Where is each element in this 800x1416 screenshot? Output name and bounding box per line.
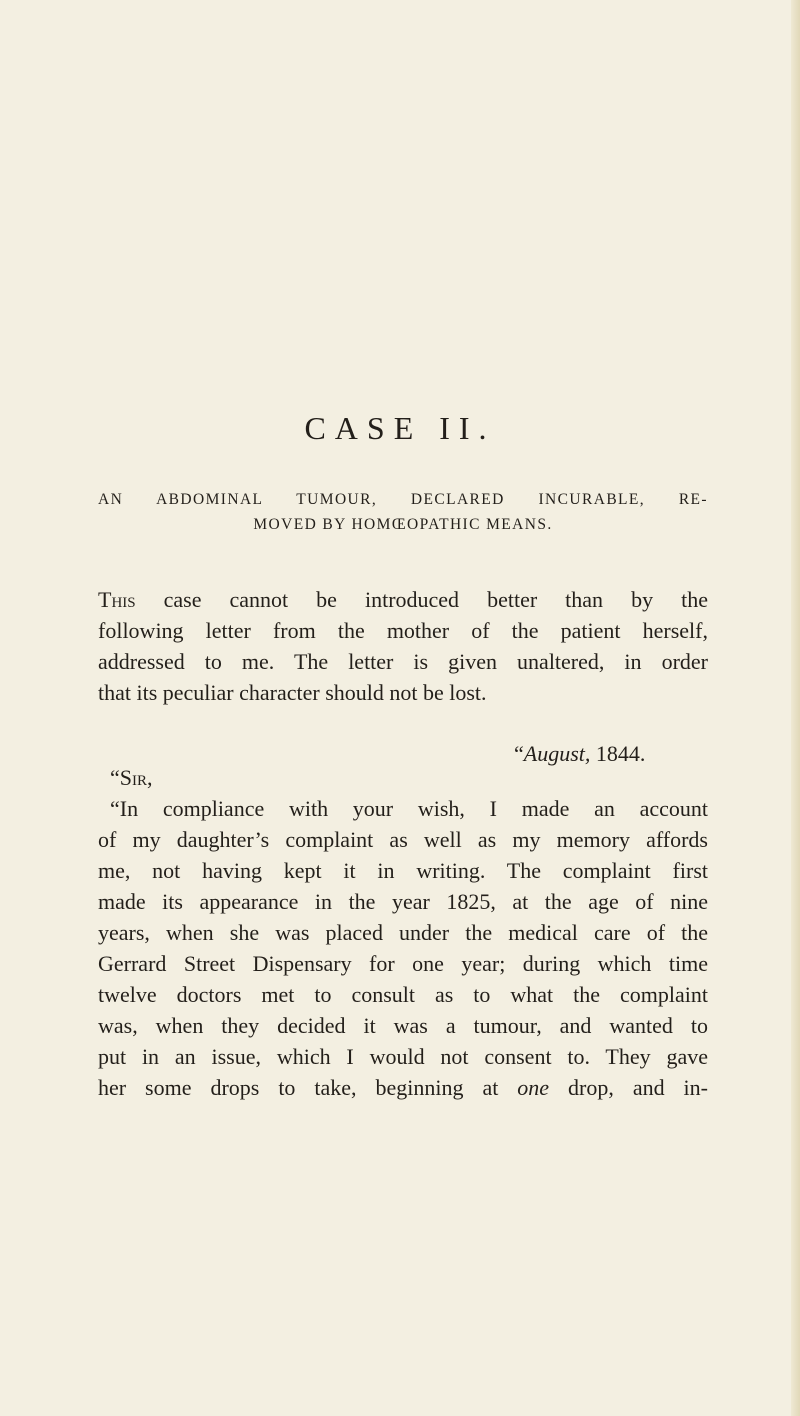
letter-line-10: her some drops to take, beginning at one drop, and in-	[98, 1075, 708, 1100]
letter-line-8: was, when they decided it was a tumour, and wanted to	[98, 1013, 708, 1038]
date-month: August,	[523, 741, 591, 766]
intro-lead-word: This	[98, 587, 136, 612]
intro-paragraph	[98, 584, 708, 708]
letter-paragraph	[98, 793, 708, 1103]
salutation-quote: “	[110, 765, 120, 790]
salutation-text	[110, 765, 153, 790]
date-quote: “	[514, 741, 524, 766]
intro-line-4: that its peculiar character should not be lost.	[98, 680, 487, 705]
case-subtitle	[98, 487, 708, 537]
letter-line-4: made its appearance in the year 1825, at the age of nine	[98, 889, 708, 914]
subtitle-line-1: AN ABDOMINAL TUMOUR, DECLARED INCURABLE, RE-	[98, 491, 708, 508]
letter-line-9: put in an issue, which I would not consent to. They gave	[98, 1044, 708, 1069]
letter-line-3: me, not having kept it in writing. The complaint first	[98, 858, 708, 883]
italic-emphasis: one	[517, 1075, 550, 1100]
letter-dateline	[514, 738, 645, 769]
letter-line-2: of my daughter’s complaint as well as my memory affords	[98, 827, 708, 852]
intro-line-1	[98, 584, 708, 615]
page-edge	[791, 0, 800, 1416]
subtitle-line-2: MOVED BY HOMŒOPATHIC MEANS.	[253, 516, 553, 533]
letter-line-6: Gerrard Street Dispensary for one year; during which time	[98, 951, 708, 976]
case-title: CASE II.	[304, 410, 496, 446]
letter-line-7: twelve doctors met to consult as to what the complaint	[98, 982, 708, 1007]
salutation-word: Sir,	[119, 765, 153, 790]
letter-line-5: years, when she was placed under the medical care of the	[98, 920, 708, 945]
intro-line-1-rest: case cannot be introduced better than by the	[135, 587, 708, 612]
date-year: 1844.	[595, 741, 646, 766]
intro-line-3: addressed to me. The letter is given unaltered, in order	[98, 649, 708, 674]
letter-line-1: “In compliance with your wish, I made an account	[110, 796, 708, 821]
intro-line-2: following letter from the mother of the patient herself,	[98, 618, 708, 643]
letter-salutation	[110, 762, 153, 793]
